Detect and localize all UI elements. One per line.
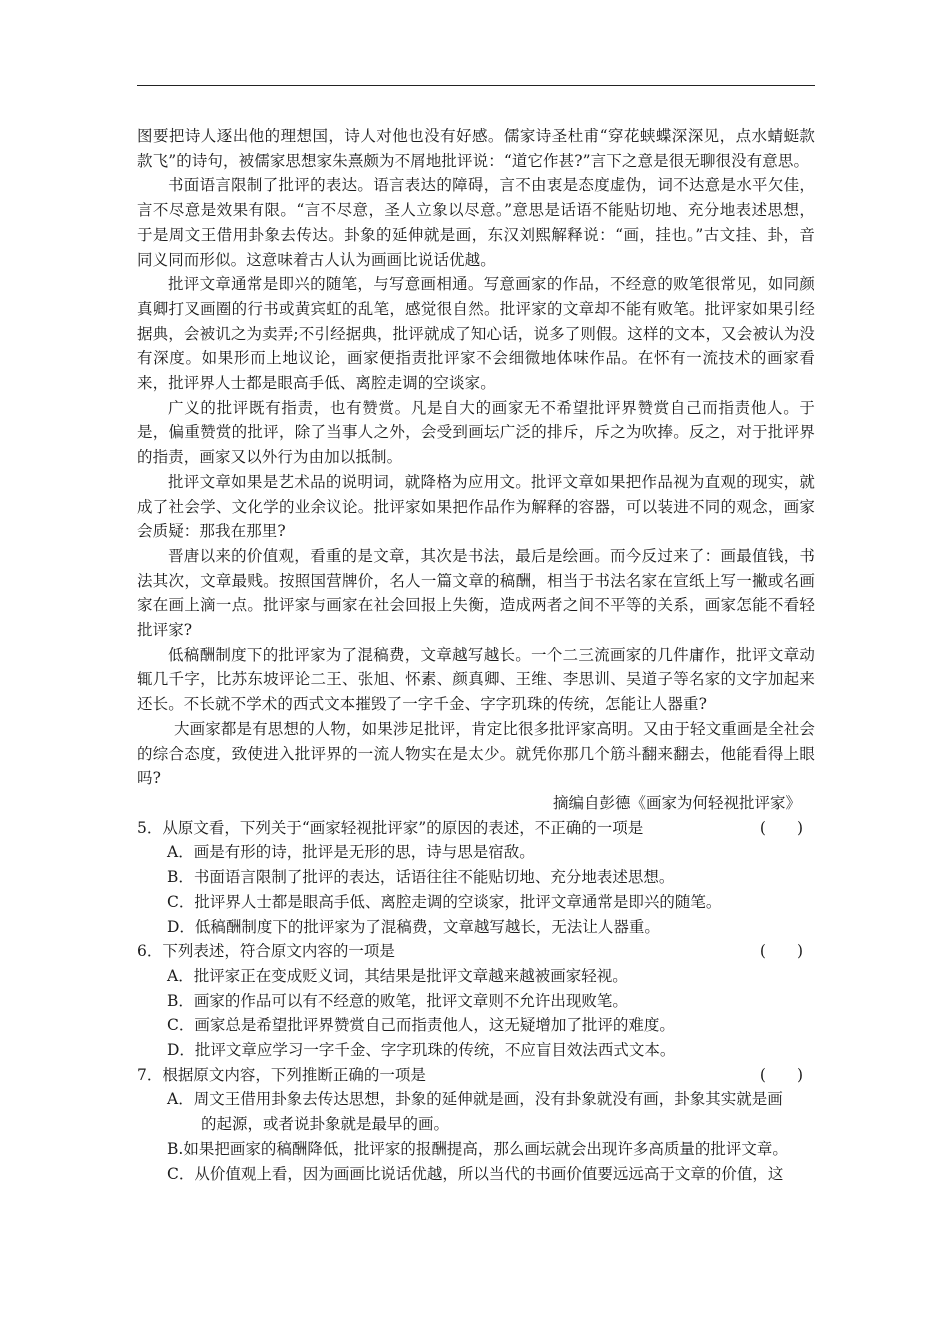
option-a: A．批评家正在变成贬义词，其结果是批评文章越来越被画家轻视。: [167, 966, 628, 985]
paragraph: 广义的批评既有指责，也有赞赏。凡是自大的画家无不希望批评界赞赏自己而指责他人。于是，偏重赞赏的批评，除了当事人之外，会受到画坛广泛的排斥，斥之为吹捧。反之，对于批评界的指责，画家又以外行为由加以抵制。: [137, 398, 815, 467]
header-rule: [137, 85, 815, 86]
source-citation: 摘编自彭德《画家为何轻视批评家》: [552, 793, 801, 812]
answer-blank: ( ): [759, 818, 803, 837]
option-a: A．画是有形的诗，批评是无形的思，诗与思是宿敌。: [167, 843, 535, 862]
option-d: D．低稿酬制度下的批评家为了混稿费，文章越写越长，无法让人器重。: [167, 917, 660, 936]
paragraph: 大画家都是有思想的人物，如果涉足批评，肯定比很多批评家高明。又由于轻文重画是全社会的综合态度，致使进入批评界的一流人物实在是太少。就凭你那几个筋斗翻来翻去，他能看得上眼吗?: [137, 719, 815, 788]
paragraph: 晋唐以来的价值观，看重的是文章，其次是书法，最后是绘画。而今反过来了：画最值钱，书法其次，文章最贱。按照国营牌价，名人一篇文章的稿酬，相当于书法名家在宣纸上写一撇或名画家在画上滴一点。批评家与画家在社会回报上失衡，造成两者之间不平等的关系，画家怎能不看轻批评家?: [137, 546, 815, 640]
paragraph: 批评文章通常是即兴的随笔，与写意画相通。写意画家的作品，不经意的败笔很常见，如同颜真卿打叉画圈的行书或黄宾虹的乱笔，感觉很自然。批评家的文章却不能有败笔。批评家如果引经据典，会被讥之为卖弄;不引经据典，批评就成了知心话，说多了则假。这样的文本，又会被认为没有深度。如果形而上地议论，画家便指责批评家不会细微地体味作品。在怀有一流技术的画家看来，批评界人士都是眼高手低、离腔走调的空谈家。: [137, 275, 815, 393]
question-7: [137, 1063, 815, 1187]
option-b: B．画家的作品可以有不经意的败笔，批评文章则不允许出现败笔。: [167, 991, 628, 1010]
question-stem: [137, 816, 815, 841]
question-stem-text: 5．从原文看，下列关于“画家轻视批评家”的原因的表述，不正确的一项是: [137, 818, 644, 837]
article-body: [137, 124, 815, 1186]
option-c: C．从价值观上看，因为画画比说话优越，所以当代的书画价值要远远高于文章的价值，这: [167, 1164, 784, 1183]
option-c: C．画家总是希望批评界赞赏自己而指责他人，这无疑增加了批评的难度。: [167, 1016, 675, 1035]
question-stem-text: 7．根据原文内容，下列推断正确的一项是: [137, 1065, 426, 1084]
question-stem-text: 6．下列表述，符合原文内容的一项是: [137, 942, 395, 961]
option-a-continued: 的起源，或者说卦象就是最早的画。: [201, 1115, 450, 1134]
option-a: A．周文王借用卦象去传达思想，卦象的延伸就是画，没有卦象就没有画，卦象其实就是画: [167, 1090, 783, 1109]
option-c: C．批评界人士都是眼高手低、离腔走调的空谈家，批评文章通常是即兴的随笔。: [167, 892, 722, 911]
option-b: B．书面语言限制了批评的表达，话语往往不能贴切地、充分地表述思想。: [167, 868, 675, 887]
paragraph: 书面语言限制了批评的表达。语言表达的障碍，言不由衷是态度虚伪，词不达意是水平欠佳，言不尽意是效果有限。“言不尽意，圣人立象以尽意。”意思是话语不能贴切地、充分地表述思想，于是周文王借用卦象去传达。卦象的延伸就是画，东汉刘熙解释说：“画，挂也。”古文挂、卦，音同义同而形似。这意味着古人认为画画比说话优越。: [137, 176, 815, 269]
option-b: B.如果把画家的稿酬降低，批评家的报酬提高，那么画坛就会出现许多高质量的批评文章。: [167, 1139, 788, 1158]
question-6: [137, 939, 815, 1063]
paragraph: 批评文章如果是艺术品的说明词，就降格为应用文。批评文章如果把作品视为直观的现实，就成了社会学、文化学的业余议论。批评家如果把作品作为解释的容器，可以装进不同的观念，画家会质疑：那我在那里?: [137, 472, 815, 541]
question-5: [137, 816, 815, 940]
option-d: D．批评文章应学习一字千金、字字玑珠的传统，不应盲目效法西式文本。: [167, 1041, 676, 1060]
paragraph: 低稿酬制度下的批评家为了混稿费，文章越写越长。一个二三流画家的几件庸作，批评文章动辄几千字，比苏东坡评论二王、张旭、怀素、颜真卿、王维、李思训、吴道子等名家的文字加起来还长。不长就不学术的西式文本摧毁了一字千金、字字玑珠的传统，怎能让人器重?: [137, 645, 815, 714]
paragraph: 图要把诗人逐出他的理想国，诗人对他也没有好感。儒家诗圣杜甫“穿花蛱蝶深深见，点水蜻蜓款款飞”的诗句，被儒家思想家朱熹颇为不屑地批评说：“道它作甚?”言下之意是很无聊很没有意思。: [137, 127, 815, 170]
question-stem: [137, 1063, 815, 1088]
answer-blank: ( ): [759, 1065, 803, 1084]
question-stem: [137, 939, 815, 964]
answer-blank: ( ): [759, 942, 803, 961]
